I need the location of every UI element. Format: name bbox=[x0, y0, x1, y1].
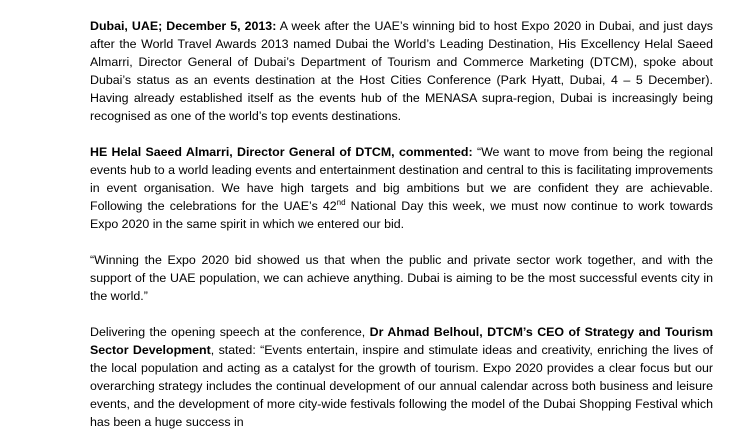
speaker-almarri: HE Helal Saeed Almarri, Director General of DTCM, commented: bbox=[90, 145, 473, 159]
intro-text: A week after the UAE’s winning bid to host Expo 2020 in Dubai, and just days after the World Travel Awards 2013 named Dubai the World’s Leading Destination, His Excellency Helal Saeed Almarri, Director General of Dubai’s Department of Tourism and Commerce Marketing (DTCM), spoke about Dubai’s status as an events destination at the Host Cities Conference (Park Hyatt, Dubai, 4 – 5 December). Having already established itself as the events hub of the MENASA supra-region, Dubai is increasingly being recognised as one of the world’s top events destinations. bbox=[90, 19, 713, 123]
belhoul-speech-text: , stated: “Events entertain, inspire and stimulate ideas and creativity, enriching the lives of the local population and acting as a catalyst for the growth of tourism. Expo 2020 provides a clear focus but our overarching strategy includes the continual development of our annual calendar across both business and leisure events, and the development of more city-wide festivals following the model of the Dubai Shopping Festival which has been a huge success in bbox=[90, 343, 713, 429]
expo-quote-text: “Winning the Expo 2020 bid showed us that when the public and private sector work together, and with the support of the UAE population, we can achieve anything. Dubai is aiming to be the most successful events city in the world.” bbox=[90, 253, 713, 303]
almarri-quote-text-b: National Day this week, we must now continue to work towards Expo 2020 in the same spirit in which we entered our bid. bbox=[90, 199, 713, 231]
dateline: Dubai, UAE; December 5, 2013: bbox=[90, 19, 277, 33]
press-release-body bbox=[90, 17, 713, 431]
speaker-belhoul: Dr Ahmad Belhoul, DTCM’s CEO of Strategy and Tourism Sector Development bbox=[90, 325, 713, 357]
paragraph-expo-quote bbox=[90, 251, 713, 305]
paragraph-almarri-quote bbox=[90, 143, 713, 233]
almarri-quote-text-a: “We want to move from being the regional events hub to a world leading events and entertainment destination and central to this is facilitating improvements in event organisation. We have high targets and big ambitions but we are confident they are achievable. Following the celebrations for the UAE’s 42 bbox=[90, 145, 713, 213]
belhoul-intro-text: Delivering the opening speech at the conference, bbox=[90, 325, 370, 339]
ordinal-suffix: nd bbox=[336, 197, 346, 207]
paragraph-belhoul-speech bbox=[90, 323, 713, 431]
paragraph-intro bbox=[90, 17, 713, 125]
